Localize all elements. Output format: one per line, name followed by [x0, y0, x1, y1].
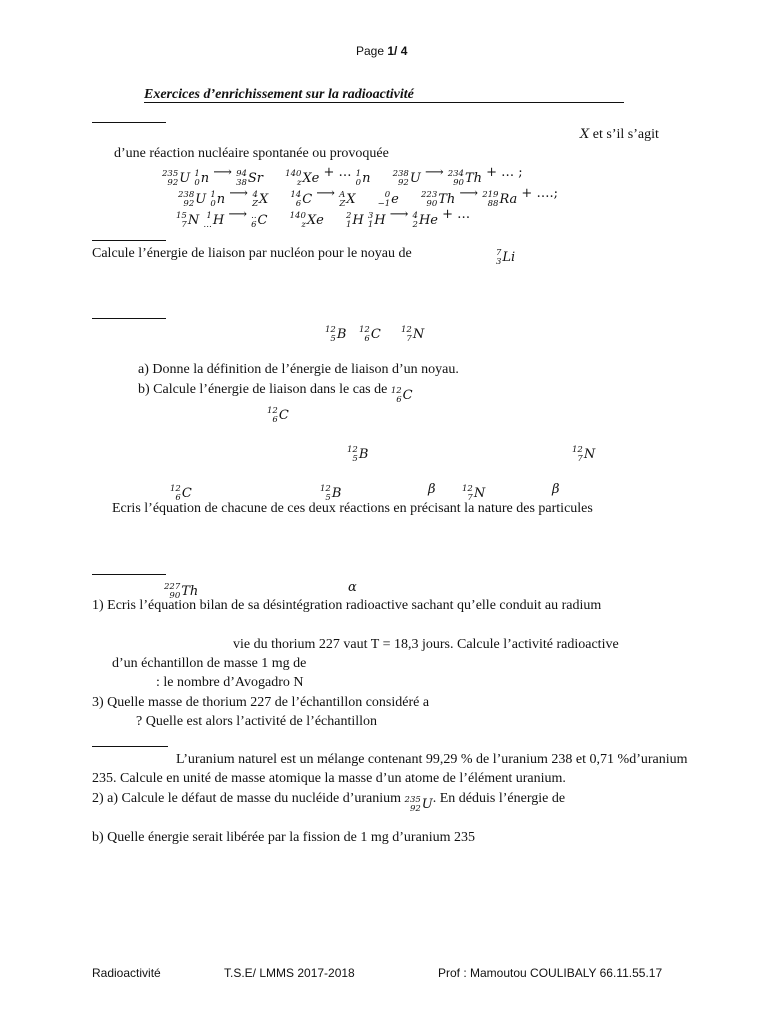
nuclide-b-mid	[347, 440, 368, 464]
nuclide-u: 235 92 U	[404, 795, 433, 814]
nuclide-c-line	[267, 401, 289, 425]
beta-symbol-1: β	[428, 482, 436, 497]
nuclide-b: 12 5 B	[320, 484, 342, 503]
reaction-arrow: ⟶	[316, 186, 340, 201]
equations-row-3	[176, 206, 470, 230]
footer-right: Prof : Mamoutou COULIBALY 66.11.55.17	[438, 966, 663, 980]
nuclide-th: 234 90 Th	[447, 169, 482, 188]
nuclide-b	[325, 320, 346, 344]
page-label: Page	[356, 44, 388, 58]
nuclide-x: A Z X	[339, 190, 356, 209]
nuclide-x: 4 Z X	[252, 190, 269, 209]
nuclide-ra: 219 88 Ra	[482, 190, 518, 209]
ex3-item-b-text: b) Calcule l’énergie de liaison dans le cas de	[138, 382, 391, 397]
nuclide-h: 2 1 H	[345, 211, 364, 230]
nuclide-u: 238 92 U	[392, 169, 421, 188]
ex5-l3a: 2) a) Calcule le défaut de masse du nucléide d’uranium	[92, 791, 405, 806]
nuclide-n-row	[462, 479, 485, 503]
ex4-heading-line	[92, 574, 166, 575]
equations-row-2	[178, 185, 558, 209]
ex5-l2: 235. Calcule en unité de masse atomique la masse d’un atome de l’élément uranium.	[92, 771, 566, 786]
nuclide-n: 1 0 n	[355, 169, 371, 188]
nuclide-li: 7 3 Li	[496, 248, 516, 267]
ex3-final: Ecris l’équation de chacune de ces deux réactions en précisant la nature des particules	[112, 501, 593, 516]
reaction-arrow: ⟶	[228, 207, 252, 222]
nuclide-c-row	[170, 479, 192, 503]
footer-middle: T.S.E/ LMMS 2017-2018	[224, 966, 355, 980]
ex5-heading-line	[92, 746, 168, 747]
nuclide-c: 12 6 C	[170, 484, 192, 503]
ex4-q3b: ? Quelle est alors l’activité de l’échantillon	[136, 714, 378, 729]
ex5-l1: L’uranium naturel est un mélange contenant 99,29 % de l’uranium 238 et 0,71 %d’uranium	[176, 752, 688, 767]
nuclide-b-row	[320, 479, 341, 503]
nuclide-b: 12 5 B	[347, 445, 369, 464]
nuclide-th: 227 90 Th	[164, 582, 199, 601]
ex1-line2: d’une réaction nucléaire spontanée ou provoquée	[114, 146, 389, 161]
reaction-arrow: ⟶	[389, 207, 413, 222]
ex5-l4: b) Quelle énergie serait libérée par la fission de 1 mg d’uranium 235	[92, 830, 476, 845]
page-header	[356, 42, 407, 60]
ex1-heading-line	[92, 122, 166, 123]
reaction-arrow: ⟶	[459, 186, 483, 201]
ex5-l3b: . En déduis l’énergie de	[432, 791, 566, 806]
ex1-line1	[580, 126, 659, 144]
ex4-q2b: d’un échantillon de masse 1 mg de	[112, 656, 307, 671]
nuclide-xe: 140 z Xe	[285, 169, 320, 188]
nuclide-he: 4 2 He	[412, 211, 438, 230]
ex3-item-a: a) Donne la définition de l’énergie de liaison d’un noyau.	[138, 362, 459, 377]
nuclide-n: 12 7 N	[401, 325, 425, 344]
ex4-q3a: 3) Quelle masse de thorium 227 de l’échantillon considéré a	[92, 695, 430, 710]
ex2-text: Calcule l’énergie de liaison par nucléon pour le noyau de	[92, 246, 412, 261]
equation-text: + …	[442, 207, 471, 222]
nuclide-c: 12 6 C	[267, 406, 289, 425]
nuclide-e: 0 −1 e	[377, 190, 399, 209]
nuclide-h: 1 … H	[203, 211, 225, 230]
nuclide-c-inline	[390, 382, 413, 405]
nuclide-c: 12 6 C	[390, 386, 413, 405]
ex4-q1: 1) Ecris l’équation bilan de sa désintégration radioactive sachant qu’elle conduit au radium	[92, 598, 602, 613]
footer-left: Radioactivité	[92, 966, 161, 980]
equations-row-1	[162, 164, 523, 188]
nuclide-u: 238 92 U	[178, 190, 207, 209]
ex4-q2c: : le nombre d’Avogadro N	[156, 675, 304, 690]
reaction-arrow: ⟶	[424, 165, 448, 180]
nuclide-li	[496, 243, 515, 267]
equation-text: + … ;	[486, 165, 523, 180]
nuclide-n: 1 0 n	[210, 190, 226, 209]
document-title: Exercices d’enrichissement sur la radioactivité	[144, 87, 414, 102]
beta-symbol-2: β	[552, 482, 560, 497]
equation-text: + ….;	[521, 186, 558, 201]
equation-text: + …	[323, 165, 356, 180]
title-underline	[144, 102, 624, 103]
ex2-heading-line	[92, 240, 166, 241]
nuclide-n: 1 0 n	[194, 169, 210, 188]
ex3-heading-line	[92, 318, 166, 319]
nuclide-c: 12 6 C	[359, 325, 381, 344]
nuclide-n	[401, 320, 424, 344]
nuclide-h: 3 1 H	[367, 211, 386, 230]
nuclide-n: 15 7 N	[176, 211, 200, 230]
nuclide-n: 12 7 N	[572, 445, 596, 464]
nuclide-sr: 94 38 Sr	[236, 169, 264, 188]
alpha-symbol: α	[348, 580, 357, 595]
nuclide-c: 14 6 C	[290, 190, 313, 209]
nuclide-u	[404, 791, 433, 814]
nuclide-c	[359, 320, 381, 344]
ex1-line1-text: et s’il s’agit	[589, 127, 659, 142]
ex4-q2a: vie du thorium 227 vaut T = 18,3 jours. Calcule l’activité radioactive	[233, 637, 619, 652]
nuclide-u: 235 92 U	[162, 169, 191, 188]
nuclide-b: 12 5 B	[325, 325, 347, 344]
nuclide-c: .. 6 C	[251, 211, 268, 230]
reaction-arrow: ⟶	[229, 186, 253, 201]
page-number: 1/ 4	[387, 44, 408, 58]
variable-x: X	[580, 127, 590, 142]
nuclide-xe: 140 z Xe	[289, 211, 324, 230]
reaction-arrow: ⟶	[213, 165, 237, 180]
ex5-l3	[92, 790, 565, 814]
nuclide-th: 223 90 Th	[421, 190, 456, 209]
nuclide-n: 12 7 N	[462, 484, 486, 503]
nuclide-n-mid	[572, 440, 595, 464]
